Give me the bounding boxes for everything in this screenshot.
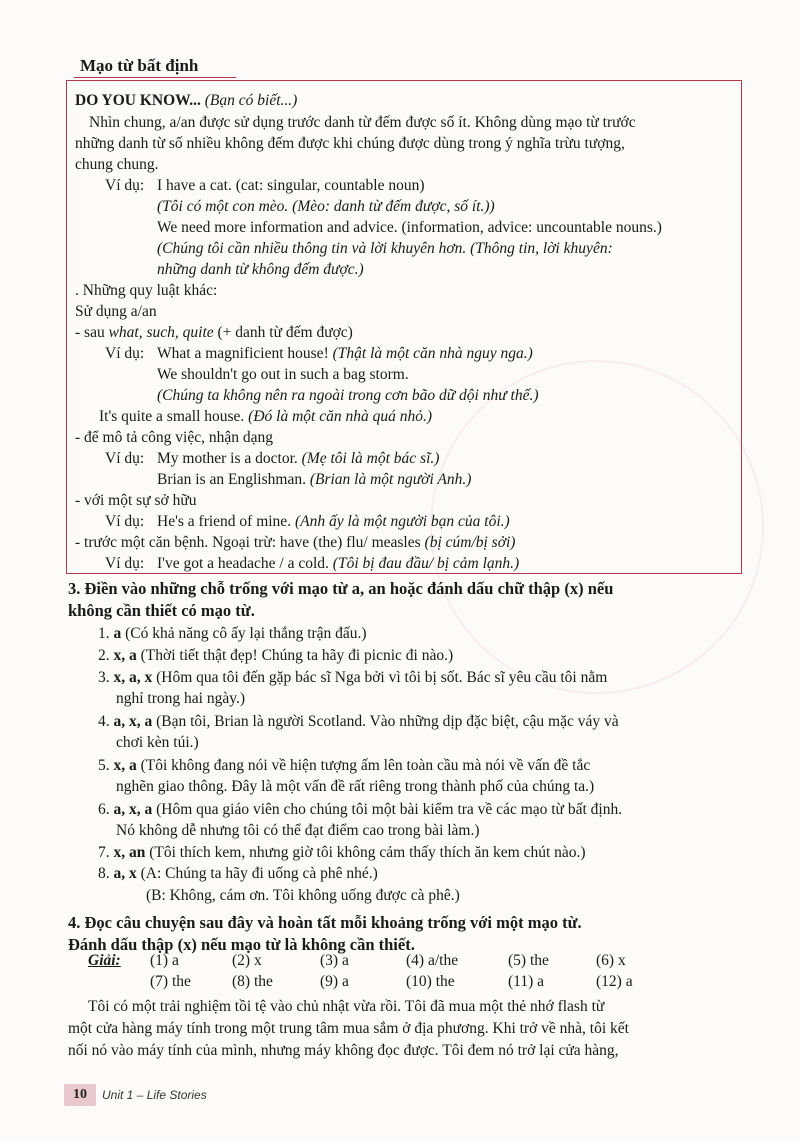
list-item: 7. x, an (Tôi thích kem, nhưng giờ tôi không cảm thấy thích ăn kem chút nào.) <box>98 844 586 861</box>
answer-item: (5) the <box>508 952 549 969</box>
answer-item: (7) the <box>150 973 191 990</box>
list-item-continuation: chơi kèn túi.) <box>116 734 199 751</box>
answer-item: (8) the <box>232 973 273 990</box>
list-item: 4. a, x, a (Bạn tôi, Brian là người Scotland. Vào những dịp đặc biệt, cậu mặc váy và <box>98 713 619 730</box>
list-item-continuation: Nó không dễ nhưng tôi có thể đạt điểm cao trong bài làm.) <box>116 822 480 839</box>
story-paragraph-line-2: một cửa hàng máy tính trong một trung tâm mua sắm ở địa phương. Khi trở về nhà, tôi kết <box>68 1020 629 1037</box>
list-item: 3. x, a, x (Hôm qua tôi đến gặp bác sĩ Nga bởi vì tôi bị sốt. Bác sĩ yêu cầu tôi nằm <box>98 669 608 686</box>
use-a-an: Sử dụng a/an <box>75 303 157 320</box>
exercise-4-heading-line-2: Đánh dấu thập (x) nếu mạo từ là không cần thiết. <box>68 935 415 954</box>
story-paragraph-line-1: Tôi có một trải nghiệm tồi tệ vào chủ nhật vừa rồi. Tôi đã mua một thẻ nhớ flash từ <box>88 998 605 1015</box>
dyk-paragraph-line-3: chung chung. <box>75 156 159 173</box>
exercise-4-heading-line-1: 4. Đọc câu chuyện sau đây và hoàn tất mỗi khoảng trống với một mạo từ. <box>68 913 582 932</box>
example-2: We need more information and advice. (information, advice: uncountable nouns.) <box>157 219 662 236</box>
example-2-translation-line-2: những danh từ không đếm được.) <box>157 261 364 278</box>
exercise-3-heading-line-1: 3. Điền vào những chỗ trống với mạo từ a, an hoặc đánh dấu chữ thập (x) nếu <box>68 579 614 598</box>
rule-2: - để mô tả công việc, nhận dạng <box>75 429 273 446</box>
rule-2-example-1: My mother is a doctor. (Mẹ tôi là một bác sĩ.) <box>157 450 440 467</box>
rule-3: - với một sự sở hữu <box>75 492 197 509</box>
rule-4-example-1: I've got a headache / a cold. (Tôi bị đau đầu/ bị cảm lạnh.) <box>157 555 520 572</box>
dyk-paragraph-line-2: những danh từ số nhiều không đếm được khi chúng được dùng trong ý nghĩa trừu tượng, <box>75 135 625 152</box>
list-item: 8. a, x (A: Chúng ta hãy đi uống cà phê nhé.) <box>98 865 378 882</box>
rule-4: - trước một căn bệnh. Ngoại trừ: have (the) flu/ measles (bị cúm/bị sởi) <box>75 534 516 551</box>
solution-label: Giải: <box>88 952 121 969</box>
story-paragraph-line-3: nối nó vào máy tính của mình, nhưng máy không đọc được. Tôi đem nó trở lại cửa hàng, <box>68 1042 619 1059</box>
answer-item: (3) a <box>320 952 349 969</box>
list-item: 2. x, a (Thời tiết thật đẹp! Chúng ta hãy đi picnic đi nào.) <box>98 647 454 664</box>
list-item-continuation: nghỉ trong hai ngày.) <box>116 690 245 707</box>
answer-item: (1) a <box>150 952 179 969</box>
example-1-translation: (Tôi có một con mèo. (Mèo: danh từ đếm được, số ít.)) <box>157 198 495 215</box>
rule-1-example-2: We shouldn't go out in such a bag storm. <box>157 366 409 383</box>
list-item: 6. a, x, a (Hôm qua giáo viên cho chúng tôi một bài kiểm tra về các mạo từ bất định. <box>98 801 623 818</box>
other-rules-heading: . Những quy luật khác: <box>75 282 218 299</box>
page-number: 10 <box>64 1084 96 1106</box>
answer-item: (4) a/the <box>406 952 459 969</box>
title-underline <box>74 77 236 78</box>
list-item: 5. x, a (Tôi không đang nói về hiện tượng ấm lên toàn cầu mà nói về vấn đề tắc <box>98 757 591 774</box>
example-1: I have a cat. (cat: singular, countable noun) <box>157 177 425 194</box>
dyk-paragraph-line-1: Nhìn chung, a/an được sử dụng trước danh từ đếm được số ít. Không dùng mạo từ trước <box>89 114 636 131</box>
rule-4-example-label: Ví dụ: <box>105 555 145 572</box>
exercise-3-heading-line-2: không cần thiết có mạo từ. <box>68 601 255 620</box>
list-item-continuation: (B: Không, cám ơn. Tôi không uống được cà phê.) <box>146 887 460 904</box>
answer-item: (6) x <box>596 952 626 969</box>
dyk-heading: DO YOU KNOW... (Bạn có biết...) <box>75 92 298 109</box>
answer-item: (2) x <box>232 952 262 969</box>
example-2-translation-line-1: (Chúng tôi cần nhiều thông tin và lời khuyên hơn. (Thông tin, lời khuyên: <box>157 240 613 257</box>
answer-item: (12) a <box>596 973 633 990</box>
list-item: 1. a (Có khả năng cô ấy lại thắng trận đấu.) <box>98 625 367 642</box>
do-you-know-box <box>66 80 742 574</box>
rule-3-example-1: He's a friend of mine. (Anh ấy là một người bạn của tôi.) <box>157 513 510 530</box>
rule-2-example-2: Brian is an Englishman. (Brian là một người Anh.) <box>157 471 472 488</box>
rule-1-example-3: It's quite a small house. (Đó là một căn nhà quá nhỏ.) <box>99 408 432 425</box>
list-item-continuation: nghẽn giao thông. Đây là một vấn đề rất riêng trong thành phố của chúng ta.) <box>116 778 595 795</box>
rule-1-example-1: What a magnificient house! (Thật là một căn nhà nguy nga.) <box>157 345 533 362</box>
answer-item: (10) the <box>406 973 455 990</box>
example-label: Ví dụ: <box>105 177 145 194</box>
unit-label: Unit 1 – Life Stories <box>102 1088 207 1102</box>
rule-1-example-2-translation: (Chúng ta không nên ra ngoài trong cơn bão dữ dội như thế.) <box>157 387 539 404</box>
rule-1: - sau what, such, quite (+ danh từ đếm được) <box>75 324 353 341</box>
section-title: Mạo từ bất định <box>80 56 199 75</box>
rule-1-example-label: Ví dụ: <box>105 345 145 362</box>
rule-2-example-label: Ví dụ: <box>105 450 145 467</box>
answer-item: (11) a <box>508 973 545 990</box>
answer-item: (9) a <box>320 973 349 990</box>
rule-3-example-label: Ví dụ: <box>105 513 145 530</box>
